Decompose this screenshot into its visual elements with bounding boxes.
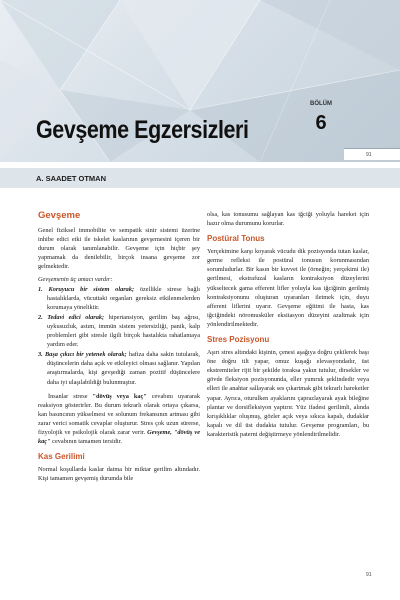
list-item-bold: Koruyucu bir sistem olarak;: [48, 285, 135, 293]
list-item-bold: Tedavi edici olarak;: [47, 313, 105, 321]
paragraph: [38, 392, 200, 447]
page-number-tab: 91: [344, 148, 400, 160]
chapter-title: Gevşeme Egzersizleri: [36, 116, 249, 144]
section-heading-postural-tonus: Postüral Tonus: [207, 234, 265, 244]
goals-intro: Gevşemenin üç amacı vardır:: [38, 276, 113, 284]
paragraph: olsa, kas tonusumu sağlayan kas iğciği yoluyla hareket için hazır olma durumunu korurlar.: [207, 211, 369, 228]
text-run: cevabının tamamen tersidir.: [50, 438, 122, 446]
paragraph: Normal koşullarda kaslar daima bir miktar gerilim altındadır. Kişi tamamen gevşemiş durumda bile: [38, 466, 200, 483]
list-item-text: hafiza daha sakin tutularak, düşüncelerin daha açık ve etkileyici olması sağlanır. Yapılan araştırmalarda, kişi gevşediği zaman pozitif düşüncelere daha iyi ulaşılabildiği bulunmuştur.: [47, 351, 201, 386]
list-item-number: 3.: [38, 351, 43, 359]
list-item-bold: Başa çıkıcı bir yetenek olarak;: [44, 351, 127, 359]
list-item-text: hipertansiyon, gerilim baş ağrısı, uykusuzluk, astım, immün sistem yetersizliği, panik, kalp problemleri gibi stresle ilgili birçok hastalıkta rahatlamaya yardım eder.: [47, 313, 200, 349]
paragraph: Genel fiziksel immobilite ve sempatik sinir sistemi üzerine inhibe edici etki ile iskelet kaslarının gevşemesini içeren bir durum olarak tanımlanabilir. Gevşeme için hiçbir şey yapmamak da denilebilir, birçok insana gevşeme zor gelmektedir.: [38, 227, 200, 271]
section-heading-kas-gerilimi: Kas Gerilimi: [38, 452, 85, 462]
chapter-number: 6: [315, 112, 327, 134]
list-item: [38, 350, 200, 386]
bold-run: Gevşeme, "dövüş ve kaç": [38, 428, 200, 446]
list-item-text: özellikle strese bağlı hastalıklarda, vücuttaki organları gereksiz etkilenmelerden korumaya yöneliktir.: [47, 285, 200, 311]
list-item-number: 2.: [38, 313, 43, 321]
list-item: [38, 313, 200, 349]
paragraph: Yerçekimine karşı koyarak vücudu dik pozisyonda tutan kaslar, germe refleksi ile postüral tonusun korunmasından sorumludurlar. Bir kasın bir kuvvet ile (örneğin; yerçekimi ile) gerilmesi, ekstrafuzal kasların kontraksiyon düzeylerini yükseltecek gama efferent lifler yoluyla kas iğciğinin gerilmiş kontraksiyonunu oluşturan uyaranları iletmek için, duyu afferent liflerini uyarır. Gevşeme eğitimi ile hasta, kas iğciğindeki nöromusküler eksitasyon düzeyini azaltmak için yönlendirilmektedir.: [207, 248, 369, 328]
list-item: [38, 285, 200, 312]
left-column: [38, 210, 200, 487]
text-run: İnsanlar strese: [48, 392, 93, 400]
chapter-word: BÖLÜM: [310, 101, 332, 107]
paragraph: Aşırı stres altındaki kişinin, çenesi aşağıya doğru çekilerek başı öne doğru tilt yapar, omuz kuşağı elevasyondadır, üst ekstremiteler rijit bir şekilde toraksa yakın tutulur, dirsekler ve gövde fleksiyon pozisyonunda, eller yumruk şeklindedir veya elleri ile anahtar sallayarak ses çıkartmak gibi tekrarlı hareketler yapar. Ayrıca, oturulken ayaklarını çaprazlayarak ayak bileğine plantar ve dorsifleksiyon yaptırır. Yüz ifadesi gerilimli, alında kırışıklıklar oluşmuş, gözler açık veya sıkıca kapalı, dudaklar kapalı ve dil üst dudakta tutulur. Gevşeme programları, bu karakteristik paterni değiştirmeye yönlendirilmelidir.: [207, 349, 369, 438]
footer-page-number: 91: [366, 572, 372, 578]
bold-run: "dövüş veya kaç": [92, 392, 147, 400]
section-heading-stres-pozisyonu: Stres Pozisyonu: [207, 335, 270, 345]
section-heading-gevseme: Gevşeme: [38, 210, 81, 221]
text-run: cevabını uyararak reaksiyon gösterirler. Bu durum tekrarlı olarak ortaya çıkarsa, kan basıncının yükselmesi ve solunum frekansının artması gibi zarar verici somatik cevaplar oluşturur. Stres çok uzun sürerse, fizyolojik ve psikolojik olarak zarar verir.: [38, 392, 200, 436]
right-column: [207, 210, 369, 443]
list-item-number: 1.: [38, 285, 43, 293]
goals-list: [38, 285, 200, 387]
author-name: A. SAADET OTMAN: [36, 174, 106, 183]
